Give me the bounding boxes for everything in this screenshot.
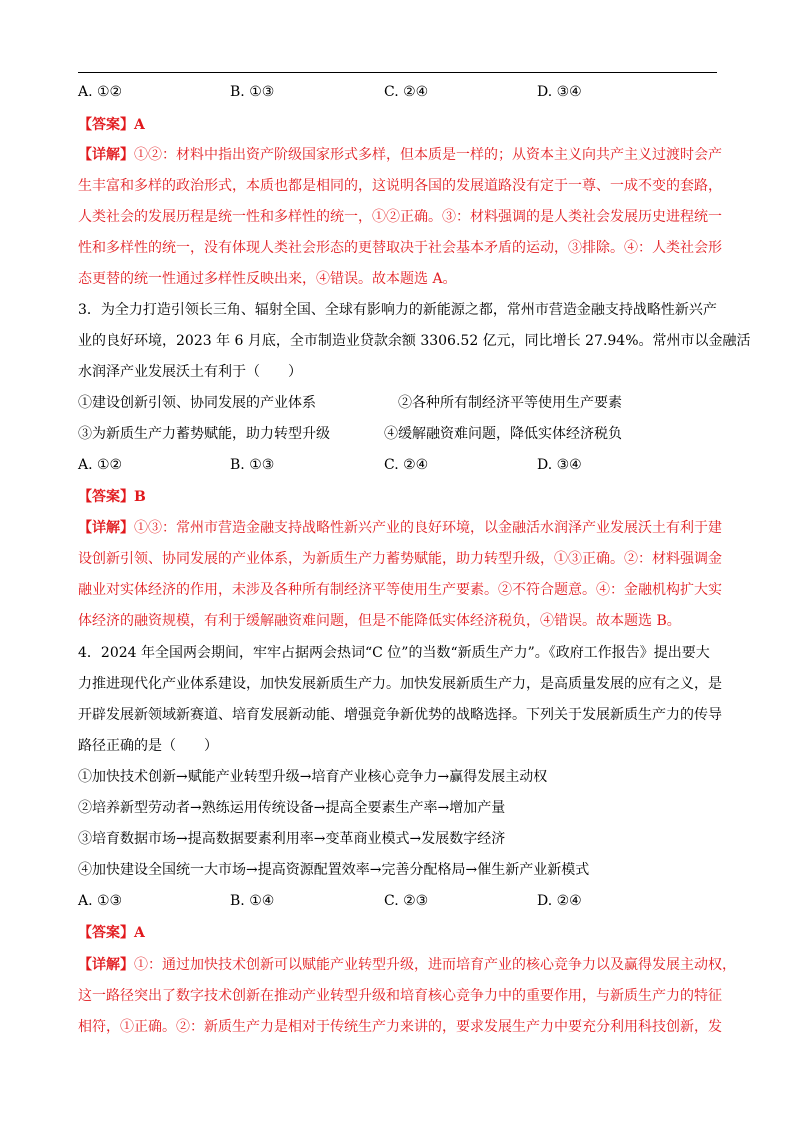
- detail-line: 体经济的融资规模，有利于缓解融资难问题，但是不能降低实体经济税负，④错误。故本题选 B。: [78, 613, 681, 629]
- detail-line: 人类社会的发展历程是统一性和多样性的统一，①②正确。③：材料强调的是人类社会发展历史进程统一: [78, 209, 722, 225]
- q2-option-b: B. ①③: [230, 84, 275, 100]
- detail-tag: 【详解】: [78, 957, 134, 973]
- detail-line: [78, 955, 736, 975]
- q3-option-d: D. ③④: [537, 457, 582, 473]
- detail-line: 这一路径突出了数字技术创新在推动产业转型升级和培育核心竞争力中的重要作用，与新质生产力的特征: [78, 988, 722, 1004]
- answer-tag: 【答案】: [78, 117, 134, 133]
- q2-option-d: D. ③④: [537, 84, 582, 100]
- detail-line: 融业对实体经济的作用，未涉及各种所有制经济平等使用生产要素。②不符合题意。④：金融机构扩大实: [78, 582, 722, 598]
- q4-option-b: B. ①④: [230, 893, 275, 909]
- statement-3: ③培育数据市场→提高数据要素利用率→变革商业模式→发展数字经济: [78, 831, 506, 847]
- q3-option-c: C. ②④: [384, 457, 429, 473]
- q2-option-a: A. ①②: [78, 84, 123, 100]
- q4-option-d: D. ②④: [537, 893, 582, 909]
- detail-text: ①③：常州市营造金融支持战略性新兴产业的良好环境，以金融活水润泽产业发展沃土有利于建: [134, 520, 722, 536]
- q3-option-b: B. ①③: [230, 457, 275, 473]
- stem-line: 业的良好环境，2023 年 6 月底，全市制造业贷款余额 3306.52 亿元，同比增长 27.94%。常州市以金融活: [78, 333, 751, 349]
- detail-tag: 【详解】: [78, 520, 134, 536]
- q2-answer: [78, 115, 145, 135]
- header-rule: [78, 72, 717, 73]
- detail-line: 性和多样性的统一，没有体现人类社会形态的更替取决于社会基本矛盾的运动，③排除。④：人类社会形: [78, 240, 722, 256]
- detail-line: 态更替的统一性通过多样性反映出来，④错误。故本题选 A。: [78, 271, 457, 287]
- detail-tag: 【详解】: [78, 147, 134, 163]
- detail-line: [78, 518, 722, 538]
- stem-line: 开辟发展新领域新赛道、培育发展新动能、增强竞争新优势的战略选择。下列关于发展新质生产力的传导: [78, 707, 722, 723]
- q2-option-c: C. ②④: [384, 84, 429, 100]
- statement-2: ②培养新型劳动者→熟练运用传统设备→提高全要素生产率→增加产量: [78, 800, 506, 816]
- q4-answer: [78, 923, 145, 943]
- answer-value: A: [134, 925, 145, 941]
- answer-value: B: [134, 489, 146, 505]
- detail-text: ①：通过加快技术创新可以赋能产业转型升级，进而培育产业的核心竞争力以及赢得发展主动权，: [134, 957, 736, 973]
- stem-line: 4．2024 年全国两会期间，牢牢占据两会热词“C 位”的当数“新质生产力”。《政府工作报告》提出要大: [78, 645, 710, 661]
- detail-line: 生丰富和多样的政治形式，本质也都是相同的，这说明各国的发展道路没有定于一尊、一成不变的套路，: [78, 178, 722, 194]
- statement-4: ④缓解融资难问题，降低实体经济税负: [384, 426, 622, 442]
- q3-option-a: A. ①②: [78, 457, 123, 473]
- statement-1: ①建设创新引领、协同发展的产业体系: [78, 395, 316, 411]
- detail-line: 设创新引领、协同发展的产业体系，为新质生产力蓄势赋能，助力转型升级，①③正确。②：材料强调金: [78, 551, 722, 567]
- detail-line: [78, 145, 722, 165]
- detail-line: 相符，①正确。②：新质生产力是相对于传统生产力来讲的，要求发展生产力中要充分利用科技创新，发: [78, 1019, 722, 1035]
- detail-text: ①②：材料中指出资产阶级国家形式多样，但本质是一样的；从资本主义向共产主义过渡时会产: [134, 147, 722, 163]
- statement-4: ④加快建设全国统一大市场→提高资源配置效率→完善分配格局→催生新产业新模式: [78, 862, 590, 878]
- statement-1: ①加快技术创新→赋能产业转型升级→培育产业核心竞争力→赢得发展主动权: [78, 769, 548, 785]
- answer-tag: 【答案】: [78, 489, 134, 505]
- statement-3: ③为新质生产力蓄势赋能，助力转型升级: [78, 426, 330, 442]
- answer-value: A: [134, 117, 145, 133]
- answer-tag: 【答案】: [78, 925, 134, 941]
- stem-line: 路径正确的是（ ）: [78, 738, 218, 754]
- stem-line: 水润泽产业发展沃土有利于（ ）: [78, 364, 302, 380]
- q4-option-c: C. ②③: [384, 893, 429, 909]
- stem-line: 力推进现代化产业体系建设，加快发展新质生产力。加快发展新质生产力，是高质量发展的应有之义，是: [78, 676, 722, 692]
- q4-option-a: A. ①③: [78, 893, 123, 909]
- q3-answer: [78, 487, 146, 507]
- stem-line: 3．为全力打造引领长三角、辐射全国、全球有影响力的新能源之都，常州市营造金融支持战略性新兴产: [78, 302, 717, 318]
- statement-2: ②各种所有制经济平等使用生产要素: [398, 395, 622, 411]
